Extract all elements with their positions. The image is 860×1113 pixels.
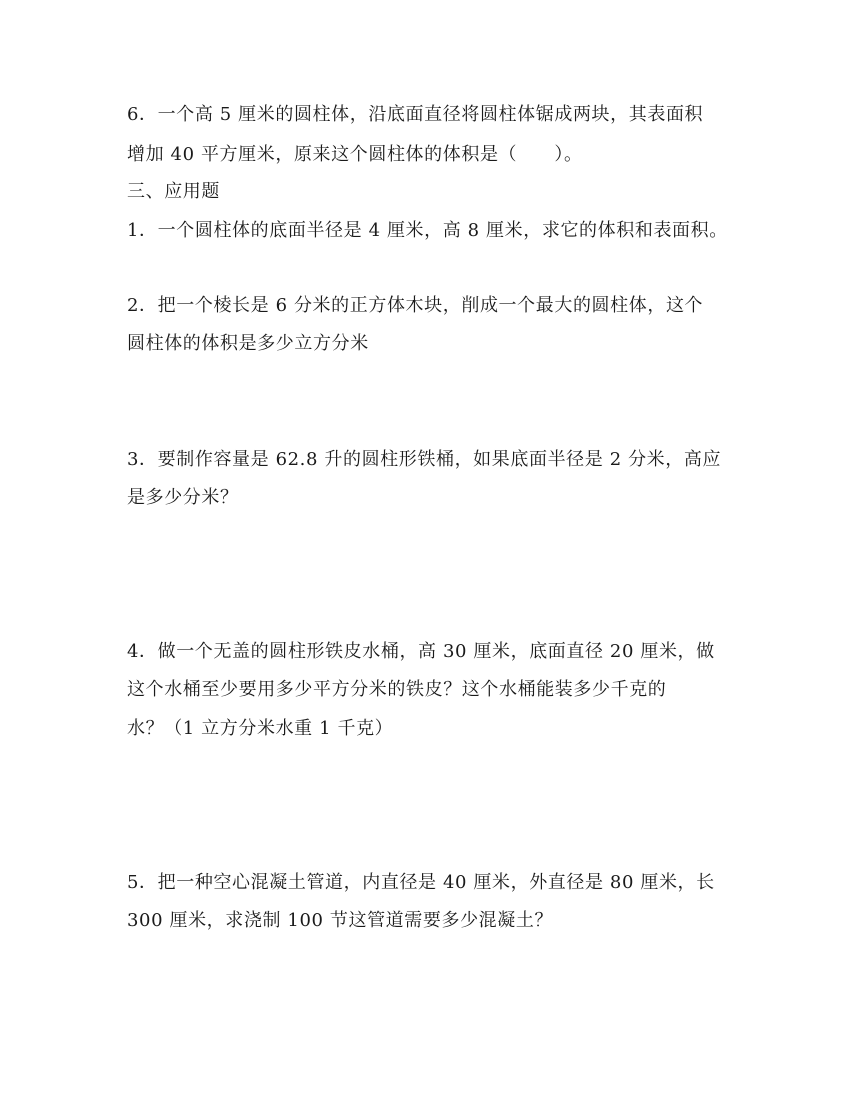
question-6-line-2: 增加 40 平方厘米，原来这个圆柱体的体积是（ ）。 [127,144,583,165]
question-5-line-2: 300 厘米，求浇制 100 节这管道需要多少混凝土？ [127,910,554,931]
question-4-line-2: 这个水桶至少要用多少平方分米的铁皮？这个水桶能装多少千克的 [127,679,667,700]
question-4-line-3: 水？（1 立方分米水重 1 千克） [127,718,394,739]
question-5-line-1: 5．把一种空心混凝土管道，内直径是 40 厘米，外直径是 80 厘米，长 [127,872,715,893]
question-2-line-2: 圆柱体的体积是多少立方分米 [127,333,369,354]
question-2-line-1: 2．把一个棱长是 6 分米的正方体木块，削成一个最大的圆柱体，这个 [127,295,704,316]
question-6-line-1: 6．一个高 5 厘米的圆柱体，沿底面直径将圆柱体锯成两块，其表面积 [127,104,704,125]
section-heading: 三、应用题 [127,181,220,202]
question-3-line-1: 3．要制作容量是 62.8 升的圆柱形铁桶，如果底面半径是 2 分米，高应 [127,449,722,470]
question-4-line-1: 4．做一个无盖的圆柱形铁皮水桶，高 30 厘米，底面直径 20 厘米，做 [127,641,715,662]
question-1-line-1: 1．一个圆柱体的底面半径是 4 厘米，高 8 厘米，求它的体积和表面积。 [127,220,728,241]
question-3-line-2: 是多少分米？ [127,487,239,508]
